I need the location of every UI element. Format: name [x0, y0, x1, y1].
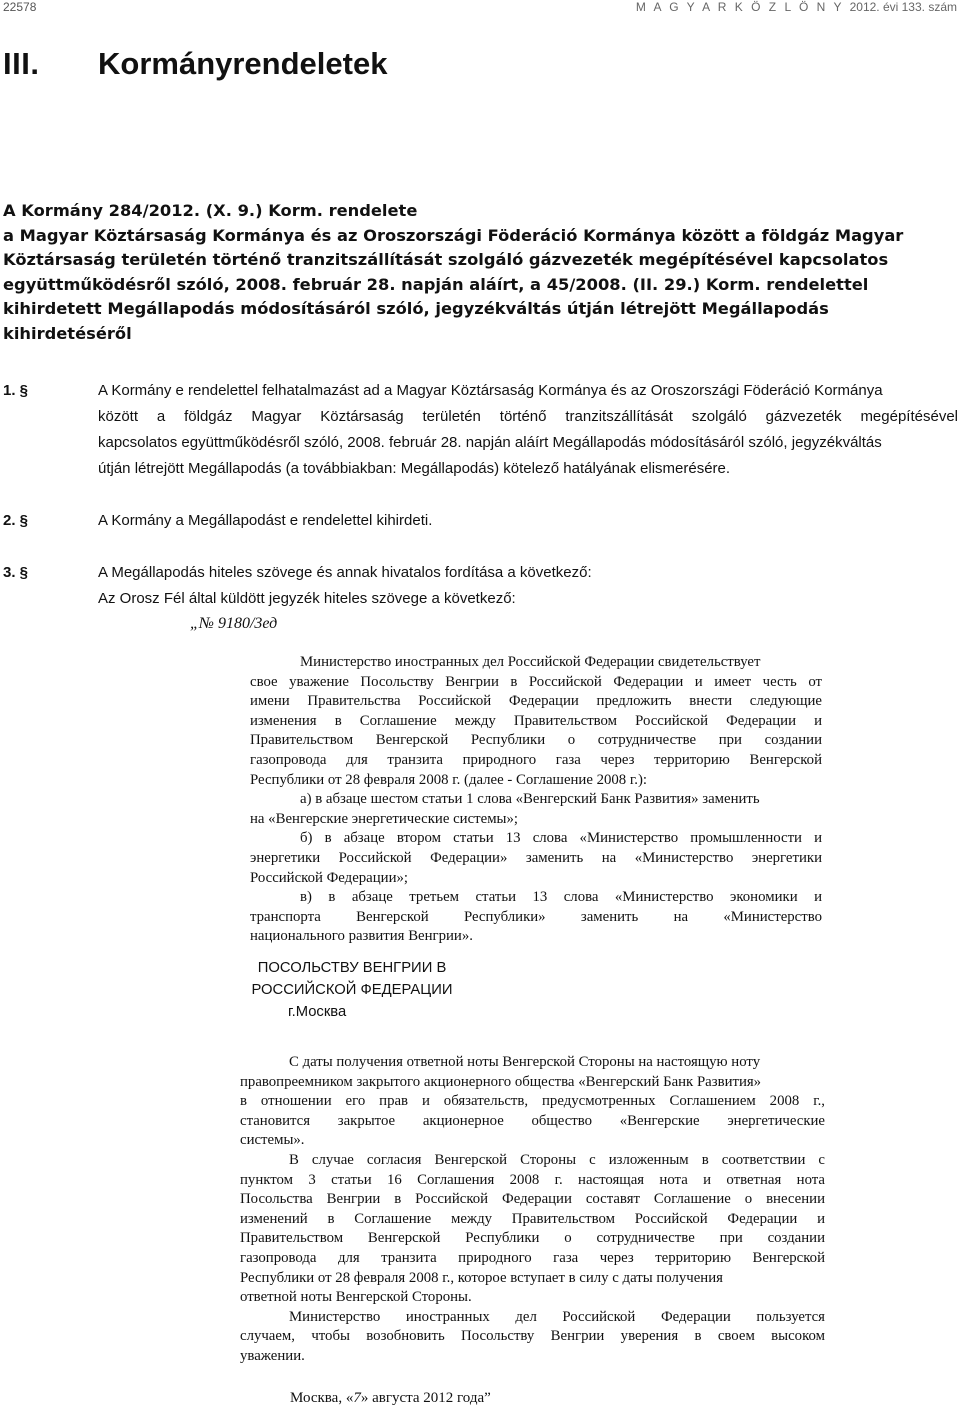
decree-title — [3, 199, 938, 346]
decree-title-line: kihirdetéséről — [3, 323, 132, 343]
paragraph-line: között a földgáz Magyar Köztársaság területén történő tranzitszállítását szolgáló gázvezeték megépítésével — [98, 408, 958, 425]
note-line: случаем, чтобы возобновить Посольству Венгрии уверения в своем высоком — [240, 1328, 825, 1345]
note-line: в отношении его прав и обязательств, предусмотренных Соглашением 2008 г., — [240, 1093, 825, 1110]
date-suffix: » августа 2012 года” — [360, 1390, 491, 1406]
section-number: III. — [3, 46, 40, 81]
section-title: Kormányrendeletek — [98, 46, 388, 81]
note-line: ответной ноты Венгерской Стороны. — [240, 1289, 472, 1306]
paragraph-number: 3. § — [3, 564, 29, 581]
paragraph-line: útján létrejött Megállapodás (a továbbiakban: Megállapodás) kötelező hatályának elismerésére. — [98, 460, 731, 477]
addressee-block — [236, 957, 468, 1023]
decree-title-line: együttműködésről szóló, 2008. február 28. napján aláírt, a 45/2008. (II. 29.) Korm. rendelettel — [3, 274, 869, 294]
addressee-line: ПОСОЛЬСТВУ ВЕНГРИИ В — [257, 960, 447, 976]
note-line: С даты получения ответной ноты Венгерской Стороны на настоящую ноту — [289, 1054, 761, 1070]
date-day: 7 — [353, 1390, 361, 1406]
note-line: системы». — [240, 1132, 305, 1149]
paragraph-text — [98, 560, 958, 612]
note-line: пунктом 3 статьи 16 Соглашения 2008 г. настоящая нота и ответная нота — [240, 1171, 825, 1188]
note-line: Правительством Венгерской Республики о сотрудничестве при создании — [240, 1230, 825, 1247]
note-line: Посольства Венгрии в Российской Федерации составят Соглашение о внесении — [240, 1191, 825, 1208]
decree-title-line: a Magyar Köztársaság Kormánya és az Oroszországi Föderáció Kormánya között a földgáz Magyar — [3, 225, 904, 245]
note-line: энергетики Российской Федерации» заменить на «Министерство энергетики — [250, 849, 822, 866]
paragraph-line: Az Orosz Fél által küldött jegyzék hiteles szövege a következő: — [98, 590, 516, 607]
journal-name: M A G Y A R K Ö Z L Ö N Y — [635, 0, 844, 14]
decree-title-line: A Kormány 284/2012. (X. 9.) Korm. rendelete — [3, 201, 418, 220]
note-line: имени Правительства Российской Федерации предложить внести следующие — [250, 693, 822, 710]
paragraph-text — [98, 508, 958, 534]
date-prefix: Москва, « — [290, 1390, 354, 1406]
russian-note-part-1 — [250, 653, 822, 947]
note-line: в) в абзаце третьем статьи 13 слова «Министерство экономики и — [300, 889, 822, 906]
issue-number: 2012. évi 133. szám — [849, 0, 957, 14]
paragraph-line: A Kormány e rendelettel felhatalmazást ad a Magyar Köztársaság Kormánya és az Oroszországi Föderáció Kormánya — [98, 382, 883, 399]
paragraph-number: 1. § — [3, 382, 29, 399]
note-line: газопровода для транзита природного газа через территорию Венгерской — [250, 751, 822, 768]
note-line: Правительством Венгерской Республики о сотрудничестве при создании — [250, 732, 822, 749]
note-line: на «Венгерские энергетические системы»; — [250, 810, 519, 827]
note-line: изменения в Соглашение между Правительством Российской Федерации и — [250, 712, 822, 729]
note-line: Министерство иностранных дел Российской Федерации свидетельствует — [300, 654, 761, 670]
note-line: а) в абзаце шестом статьи 1 слова «Венгерский Банк Развития» заменить — [300, 791, 760, 808]
decree-title-line: kihirdetett Megállapodás módosításáról szóló, jegyzékváltás útján létrejött Megállapodás — [3, 299, 829, 318]
note-line: свое уважение Посольству Венгрии в Российской Федерации и имеет честь от — [250, 673, 822, 690]
note-line: изменений в Соглашение между Правительством Российской Федерации и — [240, 1210, 825, 1227]
paragraph-line: A Kormány a Megállapodást e rendelettel kihirdeti. — [98, 512, 433, 529]
note-line: Министерство иностранных дел Российской Федерации пользуется — [289, 1308, 825, 1325]
addressee-line: РОССИЙСКОЙ ФЕДЕРАЦИИ — [251, 982, 453, 998]
journal-header — [636, 0, 957, 14]
note-number: „№ 9180/3ед — [190, 615, 278, 632]
paragraph-text — [98, 378, 958, 482]
addressee-city: г.Москва — [288, 1004, 347, 1020]
note-line: уважении. — [240, 1347, 305, 1364]
decree-title-line: Köztársaság területén történő tranzitszállítását szolgáló gázvezeték megépítésével kapcsolatos — [3, 250, 889, 269]
note-line: становится закрытое акционерное общество «Венгерские энергетические — [240, 1112, 825, 1129]
note-line: В случае согласия Венгерской Стороны с изложенным в соответствии с — [289, 1151, 825, 1168]
note-line: национального развития Венгрии». — [250, 928, 473, 945]
note-line: правопреемником закрытого акционерного общества «Венгерский Банк Развития» — [240, 1073, 762, 1090]
note-line: Республики от 28 февраля 2008 г. (далее - Соглашение 2008 г.): — [250, 771, 648, 788]
note-line: Республики от 28 февраля 2008 г., которое вступает в силу с даты получения — [240, 1269, 723, 1286]
paragraph-number: 2. § — [3, 512, 29, 529]
paragraph-line: kapcsolatos együttműködésről szóló, 2008. február 28. napján aláírt Megállapodás módosításáról szóló, jegyzékváltás — [98, 434, 882, 451]
page-number: 22578 — [3, 0, 37, 14]
note-line: Российской Федерации»; — [250, 869, 409, 886]
note-line: транспорта Венгерской Республики» заменить на «Министерство — [250, 908, 822, 925]
date-place-line — [290, 1390, 491, 1407]
note-line: б) в абзаце втором статьи 13 слова «Министерство промышленности и — [300, 830, 822, 847]
russian-note-part-2 — [240, 1053, 825, 1367]
paragraph-line: A Megállapodás hiteles szövege és annak hivatalos fordítása a következő: — [98, 564, 592, 581]
note-line: газопровода для транзита природного газа через территорию Венгерской — [240, 1249, 825, 1266]
